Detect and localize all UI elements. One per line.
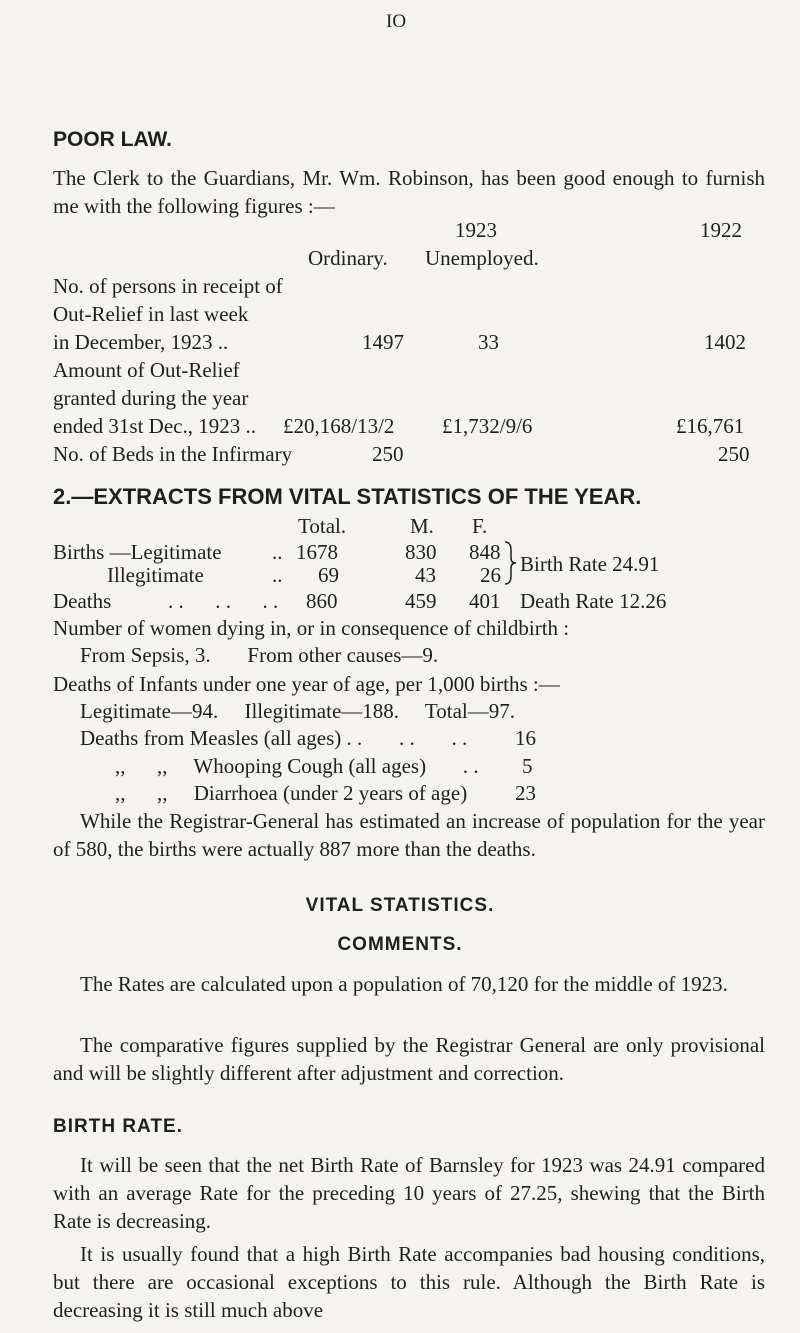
col-header-unemployed: Unemployed.: [425, 246, 539, 270]
section-heading-vital-extracts: 2.—EXTRACTS FROM VITAL STATISTICS OF THE YEAR.: [53, 484, 642, 509]
whooping-label: ,, ,, Whooping Cough (all ages) . .: [115, 754, 479, 778]
col-header-1922: 1922: [700, 218, 742, 242]
infant-deaths-text: Deaths of Infants under one year of age, per 1,000 births :—: [53, 672, 560, 696]
legit-m: 830: [405, 540, 437, 564]
birth-rate-paragraph-2: It is usually found that a high Birth Rate accompanies bad housing conditions, but there are occasional exceptions to this rule. Although the Birth Rate is decreasing it is still much above: [53, 1242, 765, 1322]
poor-law-cell: 1497: [362, 330, 404, 354]
birth-rate-note: Birth Rate 24.91: [520, 552, 660, 576]
col-header-m: M.: [410, 514, 434, 538]
deaths-m: 459: [405, 589, 437, 613]
diarrhoea-value: 23: [515, 781, 536, 805]
measles-value: 16: [515, 726, 536, 750]
poor-law-row-label: Out-Relief in last week: [53, 302, 249, 326]
poor-law-row-label: granted during the year: [53, 386, 249, 410]
dots: ..: [272, 540, 283, 564]
birth-rate-paragraph-1: It will be seen that the net Birth Rate of Barnsley for 1923 was 24.91 compared with an average Rate for the preceding 10 years of 27.25, shewing that the Birth Rate is decreasing.: [53, 1153, 765, 1233]
poor-law-cell: £1,732/9/6: [442, 414, 533, 438]
sepsis-text: From Sepsis, 3. From other causes—9.: [80, 643, 439, 667]
birth-rate-heading: BIRTH RATE.: [53, 1116, 183, 1137]
legit-f: 848: [469, 540, 501, 564]
col-header-f: F.: [472, 514, 488, 538]
illegit-m: 43: [415, 563, 436, 587]
poor-law-cell: 250: [372, 442, 404, 466]
comments-paragraph-1: The Rates are calculated upon a population of 70,120 for the middle of 1923.: [80, 972, 728, 996]
deaths-total: 860: [306, 589, 338, 613]
poor-law-intro: The Clerk to the Guardians, Mr. Wm. Robinson, has been good enough to furnish me with the following figures :—: [53, 166, 765, 218]
dots: . . . . . .: [168, 589, 279, 613]
deaths-label: Deaths: [53, 589, 112, 613]
registrar-paragraph: While the Registrar-General has estimated an increase of population for the year of 580, the births were actually 887 more than the deaths.: [53, 809, 765, 861]
comments-heading-1: VITAL STATISTICS.: [305, 895, 495, 916]
col-header-1923: 1923: [455, 218, 497, 242]
poor-law-cell: 250: [718, 442, 750, 466]
poor-law-row-label: ended 31st Dec., 1923 ..: [53, 414, 256, 438]
comments-heading-2: COMMENTS.: [337, 934, 463, 955]
illegitimate-label: Illegitimate: [107, 563, 204, 587]
whooping-value: 5: [522, 754, 533, 778]
comments-paragraph-2: The comparative figures supplied by the Registrar General are only provisional and will be slightly different after adjustment and correction.: [53, 1033, 765, 1085]
col-header-ordinary: Ordinary.: [308, 246, 388, 270]
poor-law-row-label: in December, 1923 ..: [53, 330, 229, 354]
col-header-total: Total.: [298, 514, 347, 538]
section-heading-poor-law: POOR LAW.: [53, 128, 173, 151]
death-rate-note: Death Rate 12.26: [520, 589, 667, 613]
measles-label: Deaths from Measles (all ages) . . . . . .: [80, 726, 468, 750]
infant-deaths-breakdown: Legitimate—94. Illegitimate—188. Total—97.: [80, 699, 515, 723]
diarrhoea-label: ,, ,, Diarrhoea (under 2 years of age): [115, 781, 468, 805]
births-legitimate-label: Births —Legitimate: [53, 540, 222, 564]
poor-law-cell: 33: [478, 330, 499, 354]
poor-law-cell: £16,761: [676, 414, 745, 438]
women-dying-text: Number of women dying in, or in consequence of childbirth :: [53, 616, 570, 640]
poor-law-row-label: Amount of Out-Relief: [53, 358, 240, 382]
illegit-f: 26: [480, 563, 501, 587]
dots: ..: [272, 563, 283, 587]
poor-law-cell: 1402: [704, 330, 746, 354]
illegit-total: 69: [318, 563, 339, 587]
legit-total: 1678: [296, 540, 338, 564]
poor-law-row-label: No. of persons in receipt of: [53, 274, 283, 298]
poor-law-cell: £20,168/13/2: [283, 414, 395, 438]
deaths-f: 401: [469, 589, 501, 613]
poor-law-row-label: No. of Beds in the Infirmary: [53, 442, 293, 466]
page-number: IO: [386, 11, 407, 32]
brace: [503, 540, 517, 586]
